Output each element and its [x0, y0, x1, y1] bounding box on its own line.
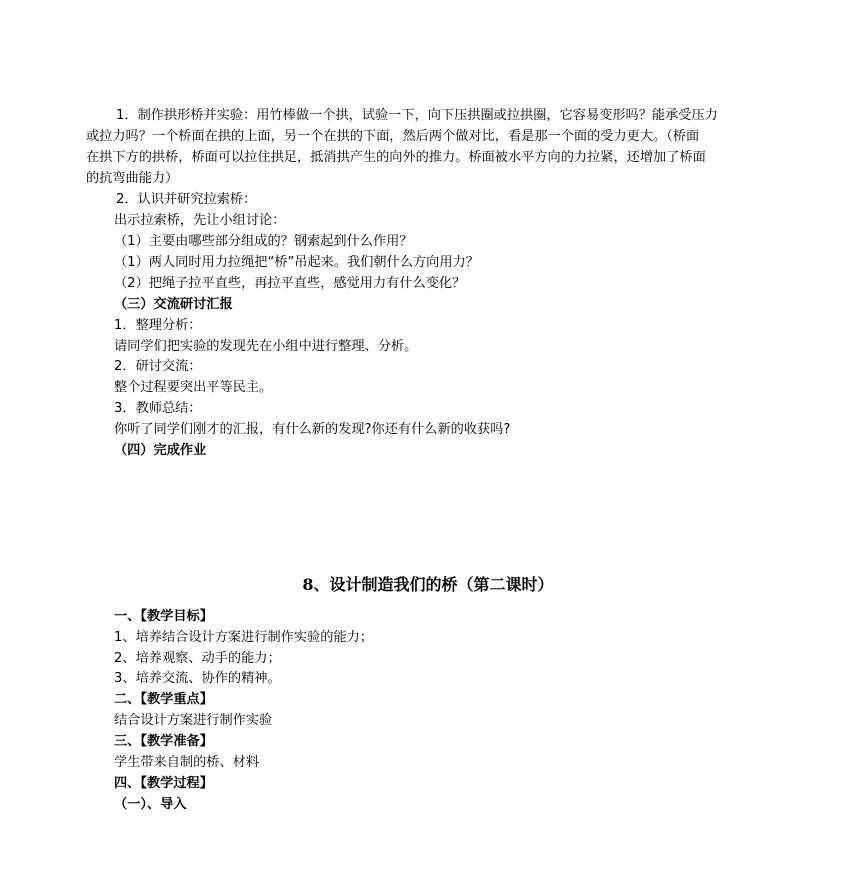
section-heading: （四）完成作业 [114, 443, 207, 458]
prep-heading: 三、【教学准备】 [114, 734, 213, 749]
question-line: （2）把绳子拉平直些，再拉平直些，感觉用力有什么变化？ [114, 276, 466, 291]
step-text: 整个过程要突出平等民主。 [114, 380, 273, 395]
paragraph-line: 在拱下方的拱桥，桥面可以拉住拱足，抵消拱产生的向外的推力。桥面被水平方向的力拉紧，还增加了桥面 [86, 150, 706, 165]
goal-heading: 一、【教学目标】 [114, 609, 213, 624]
focus-text: 结合设计方案进行制作实验 [114, 713, 273, 728]
focus-heading: 二、【教学重点】 [114, 692, 213, 707]
step-label: 2．研讨交流： [114, 359, 202, 374]
question-line: （1）主要由哪些部分组成的？钢索起到什么作用？ [114, 234, 413, 249]
item-intro: 出示拉索桥，先让小组讨论： [114, 213, 286, 228]
question-line: （1）两人同时用力拉绳把“桥”吊起来。我们朝什么方向用力？ [114, 255, 479, 270]
step-text: 你听了同学们刚才的汇报，有什么新的发现?你还有什么新的收获吗? [114, 422, 511, 437]
lesson-title: 8、设计制造我们的桥（第二课时） [302, 575, 554, 594]
section-heading: （三）交流研讨汇报 [114, 297, 233, 312]
goal-item: 2、培养观察、动手的能力； [114, 651, 281, 666]
intro-heading: （一）、导入 [114, 797, 187, 812]
paragraph-line: 或拉力吗？一个桥面在拱的上面，另一个在拱的下面，然后两个做对比，看是那一个面的受力更大。（桥面 [86, 129, 700, 144]
goal-item: 1、培养结合设计方案进行制作实验的能力； [114, 630, 373, 645]
step-text: 请同学们把实验的发现先在小组中进行整理、分析。 [114, 339, 418, 354]
item-heading: 2．认识并研究拉索桥： [116, 192, 257, 207]
prep-text: 学生带来自制的桥、材料 [114, 755, 260, 770]
process-heading: 四、【教学过程】 [114, 776, 213, 791]
paragraph-line: 1．制作拱形桥并实验：用竹棒做一个拱，试验一下，向下压拱圈或拉拱圈，它容易变形吗？能承受压力 [116, 108, 718, 123]
goal-item: 3、培养交流、协作的精神。 [114, 671, 281, 686]
step-label: 1．整理分析： [114, 318, 202, 333]
paragraph-line: 的抗弯曲能力） [86, 171, 179, 186]
step-label: 3．教师总结： [114, 401, 202, 416]
